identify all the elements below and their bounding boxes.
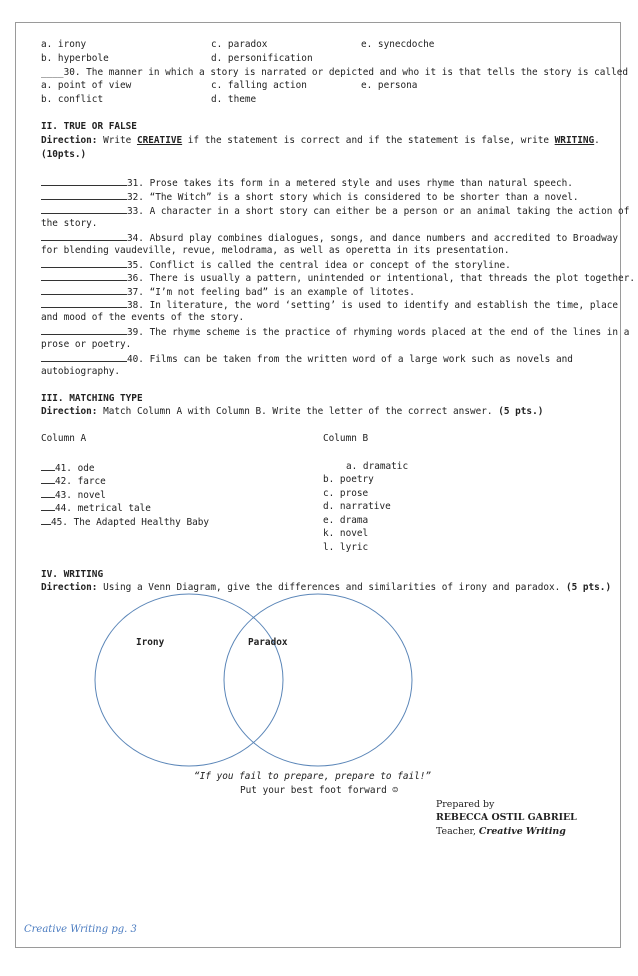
column-a-title: Column A	[41, 433, 87, 444]
choice-e-synecdoche: e. synecdoche	[361, 39, 435, 50]
q30-choice-c: c. falling action	[211, 80, 307, 91]
item-text: 37. “I’m not feeling bad” is an example of litotes.	[127, 287, 415, 298]
direction-text: Write	[97, 135, 137, 146]
column-b-item: d. narrative	[323, 501, 391, 512]
item-text: 43. novel	[55, 490, 106, 501]
item-38-cont: and mood of the events of the story.	[41, 312, 245, 323]
item-text: 32. “The Witch” is a short story which is considered to be shorter than a novel.	[127, 192, 579, 203]
column-b-item: a. dramatic	[346, 461, 409, 472]
item-text: 33. A character in a short story can either be a person or an animal taking the action of	[127, 206, 630, 217]
item-text: 38. In literature, the word ‘setting’ is used to identify and establish the time, place	[127, 300, 619, 311]
direction-text: Using a Venn Diagram, give the differences and similarities of irony and paradox.	[97, 582, 566, 593]
item-text: 42. farce	[55, 476, 106, 487]
column-b-title: Column B	[323, 433, 369, 444]
direction-text: Match Column A with Column B. Write the letter of the correct answer.	[97, 406, 499, 417]
direction-text: if the statement is correct and if the statement is false, write	[182, 135, 555, 146]
venn-label-irony: Irony	[136, 637, 165, 648]
item-text: 45. The Adapted Healthy Baby	[51, 517, 210, 528]
venn-circle-irony	[95, 594, 283, 766]
role-subject: Creative Writing	[478, 826, 566, 837]
column-b-item: k. novel	[323, 528, 369, 539]
q30-choice-d: d. theme	[211, 94, 257, 105]
direction-label: Direction:	[41, 406, 98, 417]
role-prefix: Teacher,	[436, 826, 479, 837]
q30-choice-a: a. point of view	[41, 80, 132, 91]
closing-quote: “If you fail to prepare, prepare to fail!”	[194, 771, 432, 782]
section-heading-writing: IV. WRITING	[41, 569, 104, 580]
item-text: 41. ode	[55, 463, 95, 474]
item-33-cont: the story.	[41, 218, 98, 229]
choice-a-irony: a. irony	[41, 39, 87, 50]
item-text: 35. Conflict is called the central idea or concept of the storyline.	[127, 260, 511, 271]
section-heading-matching: III. MATCHING TYPE	[41, 393, 143, 404]
venn-label-paradox: Paradox	[248, 637, 288, 648]
answer-blank[interactable]: ____	[41, 67, 64, 78]
column-b-item: e. drama	[323, 515, 369, 526]
item-34-cont: for blending vaudeville, revue, melodrama, as well as operetta in its presentation.	[41, 245, 510, 256]
keyword-creative: CREATIVE	[136, 135, 183, 146]
q30-choice-b: b. conflict	[41, 94, 104, 105]
prepared-by: Prepared by	[436, 799, 495, 810]
keyword-writing: WRITING	[554, 135, 595, 146]
item-text: 44. metrical tale	[55, 503, 151, 514]
choice-d-personification: d. personification	[211, 53, 313, 64]
points: (5 pts.)	[565, 582, 612, 593]
item-text: 36. There is usually a pattern, unintended or intentional, that threads the plot together.	[127, 273, 635, 284]
direction-text: .	[594, 135, 600, 146]
column-b-item: b. poetry	[323, 474, 374, 485]
column-b-item: l. lyric	[323, 542, 369, 553]
item-text: 31. Prose takes its form in a metered style and uses rhyme than natural speech.	[127, 178, 573, 189]
item-text: 40. Films can be taken from the written word of a large work such as novels and	[127, 354, 573, 365]
teacher-role	[436, 826, 566, 838]
part2-points: (10pts.)	[41, 149, 87, 160]
direction-label: Direction:	[41, 135, 98, 146]
choice-c-paradox: c. paradox	[211, 39, 268, 50]
closing-line: Put your best foot forward ☺	[240, 785, 399, 796]
item-40-cont: autobiography.	[41, 366, 121, 377]
teacher-name: REBECCA OSTIL GABRIEL	[436, 812, 577, 823]
section-heading-true-false: II. TRUE OR FALSE	[41, 121, 137, 132]
venn-circle-paradox	[224, 594, 412, 766]
points: (5 pts.)	[498, 406, 544, 417]
item-text: 34. Absurd play combines dialogues, songs, and dance numbers and accredited to Broadway	[127, 233, 619, 244]
page-footer: Creative Writing pg. 3	[24, 924, 137, 935]
item-39-cont: prose or poetry.	[41, 339, 132, 350]
question-30-text: 30. The manner in which a story is narrated or depicted and who it is that tells the story is called	[63, 67, 629, 78]
item-text: 39. The rhyme scheme is the practice of rhyming words placed at the end of the lines in a	[127, 327, 630, 338]
choice-b-hyperbole: b. hyperbole	[41, 53, 109, 64]
q30-choice-e: e. persona	[361, 80, 418, 91]
column-b-item: c. prose	[323, 488, 369, 499]
direction-label: Direction:	[41, 582, 98, 593]
